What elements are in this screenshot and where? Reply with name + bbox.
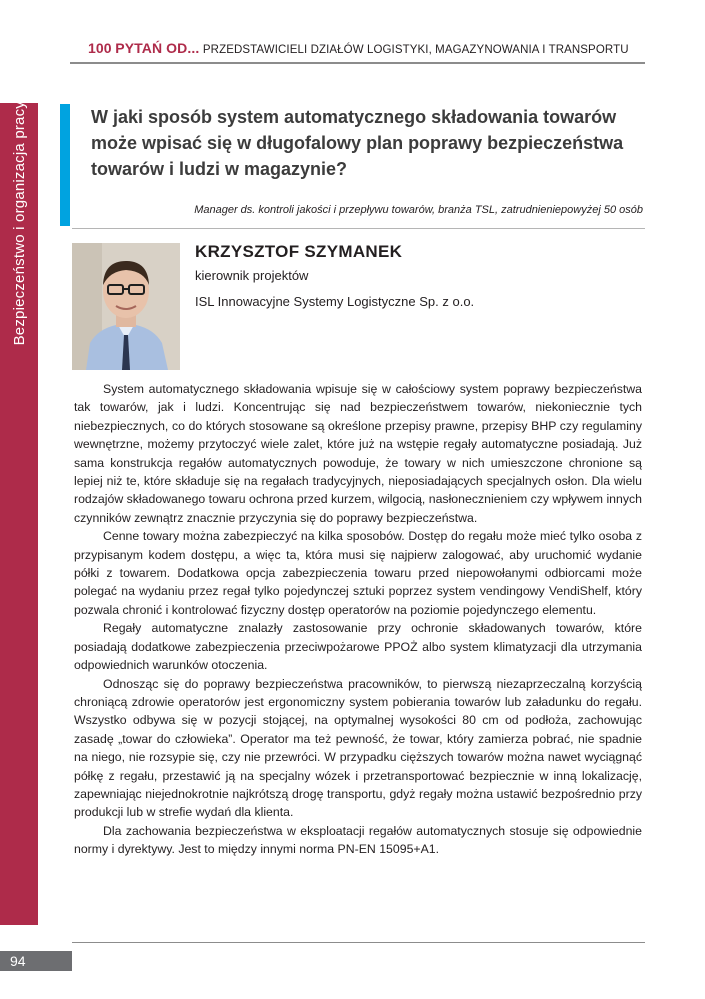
- question-divider: [72, 228, 645, 229]
- author-company: ISL Innowacyjne Systemy Logistyczne Sp. z o.o.: [195, 294, 475, 309]
- header-brand: PYTAŃ OD...: [115, 40, 200, 56]
- article-body: [74, 380, 642, 859]
- footer-divider: [72, 942, 645, 943]
- paragraph: Dla zachowania bezpieczeństwa w eksploatacji regałów automatycznych stosuje się odpowiednie normy i dyrektywy. Jest to między innymi norma PN-EN 15095+A1.: [74, 823, 642, 857]
- question-source: Manager ds. kontroli jakości i przepływu towarów, branża TSL, zatrudnieniepowyżej 50 osób: [194, 204, 643, 216]
- header-subtitle: PRZEDSTAWICIELI DZIAŁÓW LOGISTYKI, MAGAZYNOWANIA I TRANSPORTU: [202, 44, 629, 56]
- section-side-label: Bezpieczeństwo i organizacja pracy: [10, 100, 28, 346]
- question-accent-bar: [60, 104, 70, 226]
- header-text: [88, 40, 629, 56]
- header-divider: [70, 62, 645, 64]
- author-photo: [72, 243, 180, 370]
- header-number: 100: [88, 40, 112, 56]
- author-name: KRZYSZTOF SZYMANEK: [195, 242, 403, 261]
- question-heading: W jaki sposób system automatycznego składowania towarów może wpisać się w długofalowy plan poprawy bezpieczeństwa towarów i ludzi w magazynie?: [91, 107, 624, 179]
- author-role: kierownik projektów: [195, 268, 309, 283]
- paragraph: Cenne towary można zabezpieczyć na kilka sposobów. Dostęp do regału może mieć tylko osoba z przypisanym kodem dostępu, a więc ta, która musi się najpierw zalogować, aby uruchomić wydanie półki z towarem. Dodatkowa opcja zabezpieczenia towaru przed niepowołanymi odbiorcami może polegać na wydaniu przez regał tylko pojedynczej sztuki poprzez system vendingowy VendiShelf, który pozwala chronić i kontrolować fizyczny dostęp operatorów na poziomie pojedynczego elementu.: [74, 529, 642, 617]
- author-portrait-illustration: [72, 243, 180, 370]
- section-side-label-wrap: [0, 100, 38, 346]
- paragraph: System automatycznego składowania wpisuje się w całościowy system poprawy bezpieczeństwa tak towarów, jak i ludzi. Koncentrując się nad bezpieczeństwem towarów, niekoniecznie tych niebezpiecznych, co do których stosowane są określone przepisy prawne, przepisy BHP czy regulaminy wewnętrzne, możemy przytoczyć wiele zalet, które już na wstępie regały automatyczne posiadają. Już sama konstrukcja regałów automatycznych powoduje, że towary w nich umieszczone chronione są lepiej niż te, które składuje się na regałach tradycyjnych, nieposiadających specjalnych osłon. Dla wielu rodzajów składowanego towaru ochrona przed kurzem, wilgocią, nasłonecznieniem czy wpływem innych czynników zewnątrz znacznie przyczynia się do poprawy bezpieczeństwa.: [74, 382, 642, 525]
- running-header: [88, 38, 645, 62]
- paragraph: Odnosząc się do poprawy bezpieczeństwa pracowników, to pierwszą niezaprzeczalną korzyścią chroniącą zdrowie operatorów jest ergonomiczny system pobierania towarów lub załadunku do regału. Wszystko odbywa się w pozycji stojącej, na optymalnej wysokości 80 cm od podłoża, zachowując zasadę „towar do człowieka”. Operator ma też pewność, że towar, który zamierza pobrać, nie spadnie na niego, nie rozsypie się, czy nie przewróci. W przypadku cięższych towarów można nawet wyciągnąć półkę z regału, przestawić ją na specjalny wózek i przetransportować bezpiecznie w inną lokalizację, zapewniając niejednokrotnie najkrótszą drogę transportu, gdyż regały można ustawić bezpośrednio przy produkcji lub w strefie wydań dla klienta.: [74, 676, 642, 820]
- paragraph: Regały automatyczne znalazły zastosowanie przy ochronie składowanych towarów, które posiadają dodatkowe zabezpieczenia przeciwpożarowe PPOŻ albo system klimatyzacji dla utrzymania odpowiednich warunków otoczenia.: [74, 621, 642, 673]
- page-number: 94: [0, 951, 72, 971]
